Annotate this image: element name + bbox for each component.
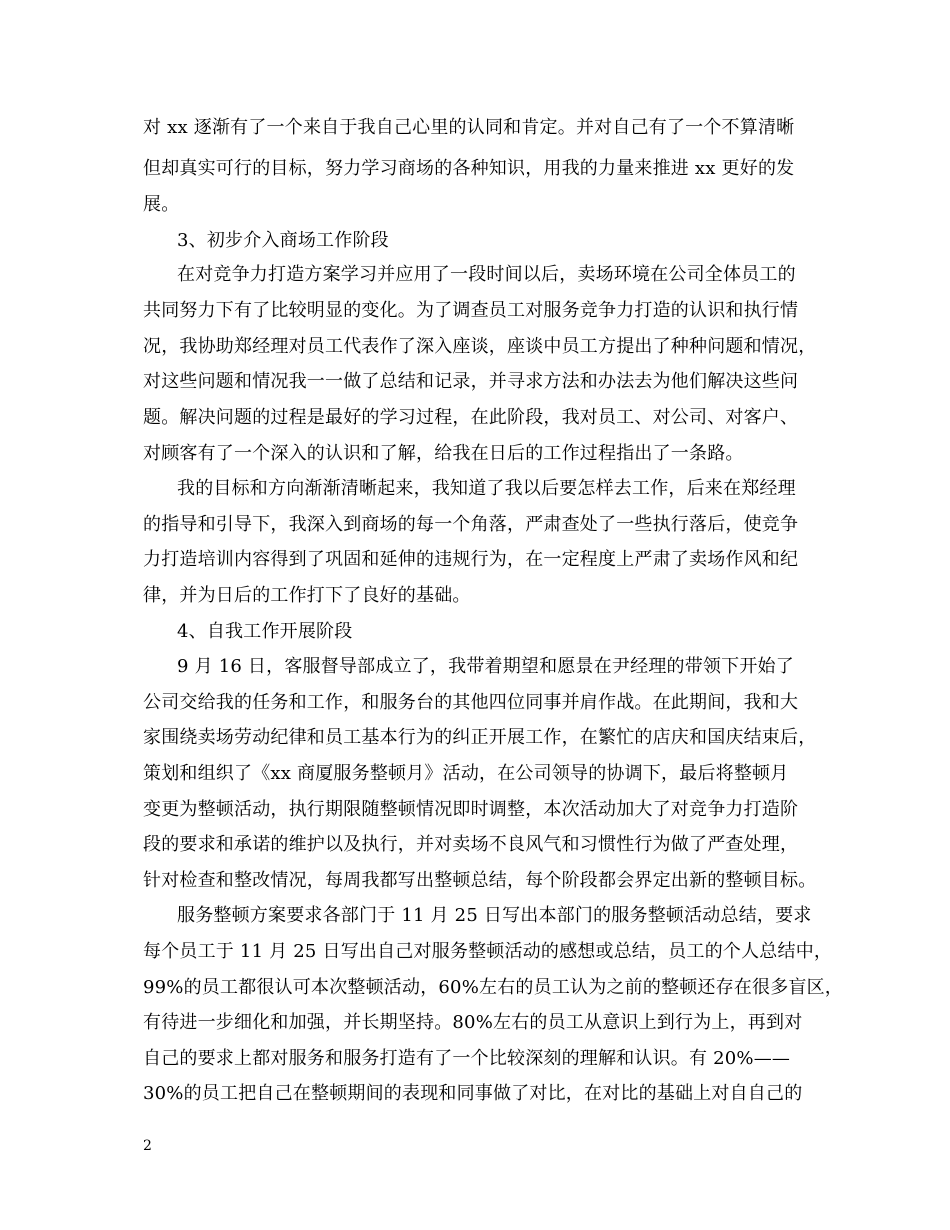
text-line: 策划和组织了《xx 商厦服务整顿月》活动，在公司领导的协调下，最后将整顿月	[143, 763, 789, 784]
text-line: 有待进一步细化和加强，并长期坚持。80%左右的员工从意识上到行为上，再到对	[143, 1012, 803, 1033]
text-line: 共同努力下有了比较明显的变化。为了调查员工对服务竞争力打造的认识和执行情	[143, 300, 799, 321]
text-line: 展。	[143, 194, 180, 215]
text-line: 对 xx 逐渐有了一个来自于我自己心里的认同和肯定。并对自己有了一个不算清晰	[143, 117, 795, 138]
text-line: 99%的员工都很认可本次整顿活动，60%左右的员工认为之前的整顿还存在很多盲区，	[143, 977, 844, 998]
text-line: 但却真实可行的目标，努力学习商场的各种知识，用我的力量来推进 xx 更好的发	[143, 158, 795, 179]
text-line: 9 月 16 日，客服督导部成立了，我带着期望和愿景在尹经理的带领下开始了	[177, 656, 794, 677]
text-line: 况，我协助郑经理对员工代表作了深入座谈，座谈中员工方提出了种种问题和情况，	[143, 336, 817, 357]
text-line: 自己的要求上都对服务和服务打造有了一个比较深刻的理解和认识。有 20%——	[143, 1048, 791, 1069]
section-heading: 3、初步介入商场工作阶段	[177, 230, 389, 251]
text-line: 家围绕卖场劳动纪律和员工基本行为的纠正开展工作，在繁忙的店庆和国庆结束后，	[143, 727, 817, 748]
text-line: 服务整顿方案要求各部门于 11 月 25 日写出本部门的服务整顿活动总结，要求	[177, 905, 812, 926]
text-line: 公司交给我的任务和工作，和服务台的其他四位同事并肩作战。在此期间，我和大	[143, 692, 799, 713]
page-number: 2	[143, 1138, 152, 1154]
text-line: 针对检查和整改情况，每周我都写出整顿总结，每个阶段都会界定出新的整顿目标。	[143, 870, 817, 891]
section-heading: 4、自我工作开展阶段	[177, 621, 353, 642]
text-line: 力打造培训内容得到了巩固和延伸的违规行为，在一定程度上严肃了卖场作风和纪	[143, 549, 799, 570]
text-line: 律，并为日后的工作打下了良好的基础。	[143, 585, 471, 606]
text-line: 段的要求和承诺的维护以及执行，并对卖场不良风气和习惯性行为做了严查处理，	[143, 834, 799, 855]
text-line: 我的目标和方向渐渐清晰起来，我知道了我以后要怎样去工作，后来在郑经理	[177, 478, 796, 499]
text-line: 对这些问题和情况我一一做了总结和记录，并寻求方法和办法去为他们解决这些问	[143, 371, 799, 392]
text-line: 题。解决问题的过程是最好的学习过程，在此阶段，我对员工、对公司、对客户、	[143, 407, 799, 428]
text-line: 在对竞争力打造方案学习并应用了一段时间以后，卖场环境在公司全体员工的	[177, 264, 796, 285]
text-line: 的指导和引导下，我深入到商场的每一个角落，严肃查处了一些执行落后，使竞争	[143, 514, 799, 535]
text-line: 每个员工于 11 月 25 日写出自己对服务整顿活动的感想或总结，员工的个人总结中，	[143, 941, 833, 962]
text-line: 变更为整顿活动，执行期限随整顿情况即时调整，本次活动加大了对竞争力打造阶	[143, 799, 799, 820]
text-line: 30%的员工把自己在整顿期间的表现和同事做了对比，在对比的基础上对自自己的	[143, 1083, 803, 1104]
text-line: 对顾客有了一个深入的认识和了解，给我在日后的工作过程指出了一条路。	[143, 443, 744, 464]
